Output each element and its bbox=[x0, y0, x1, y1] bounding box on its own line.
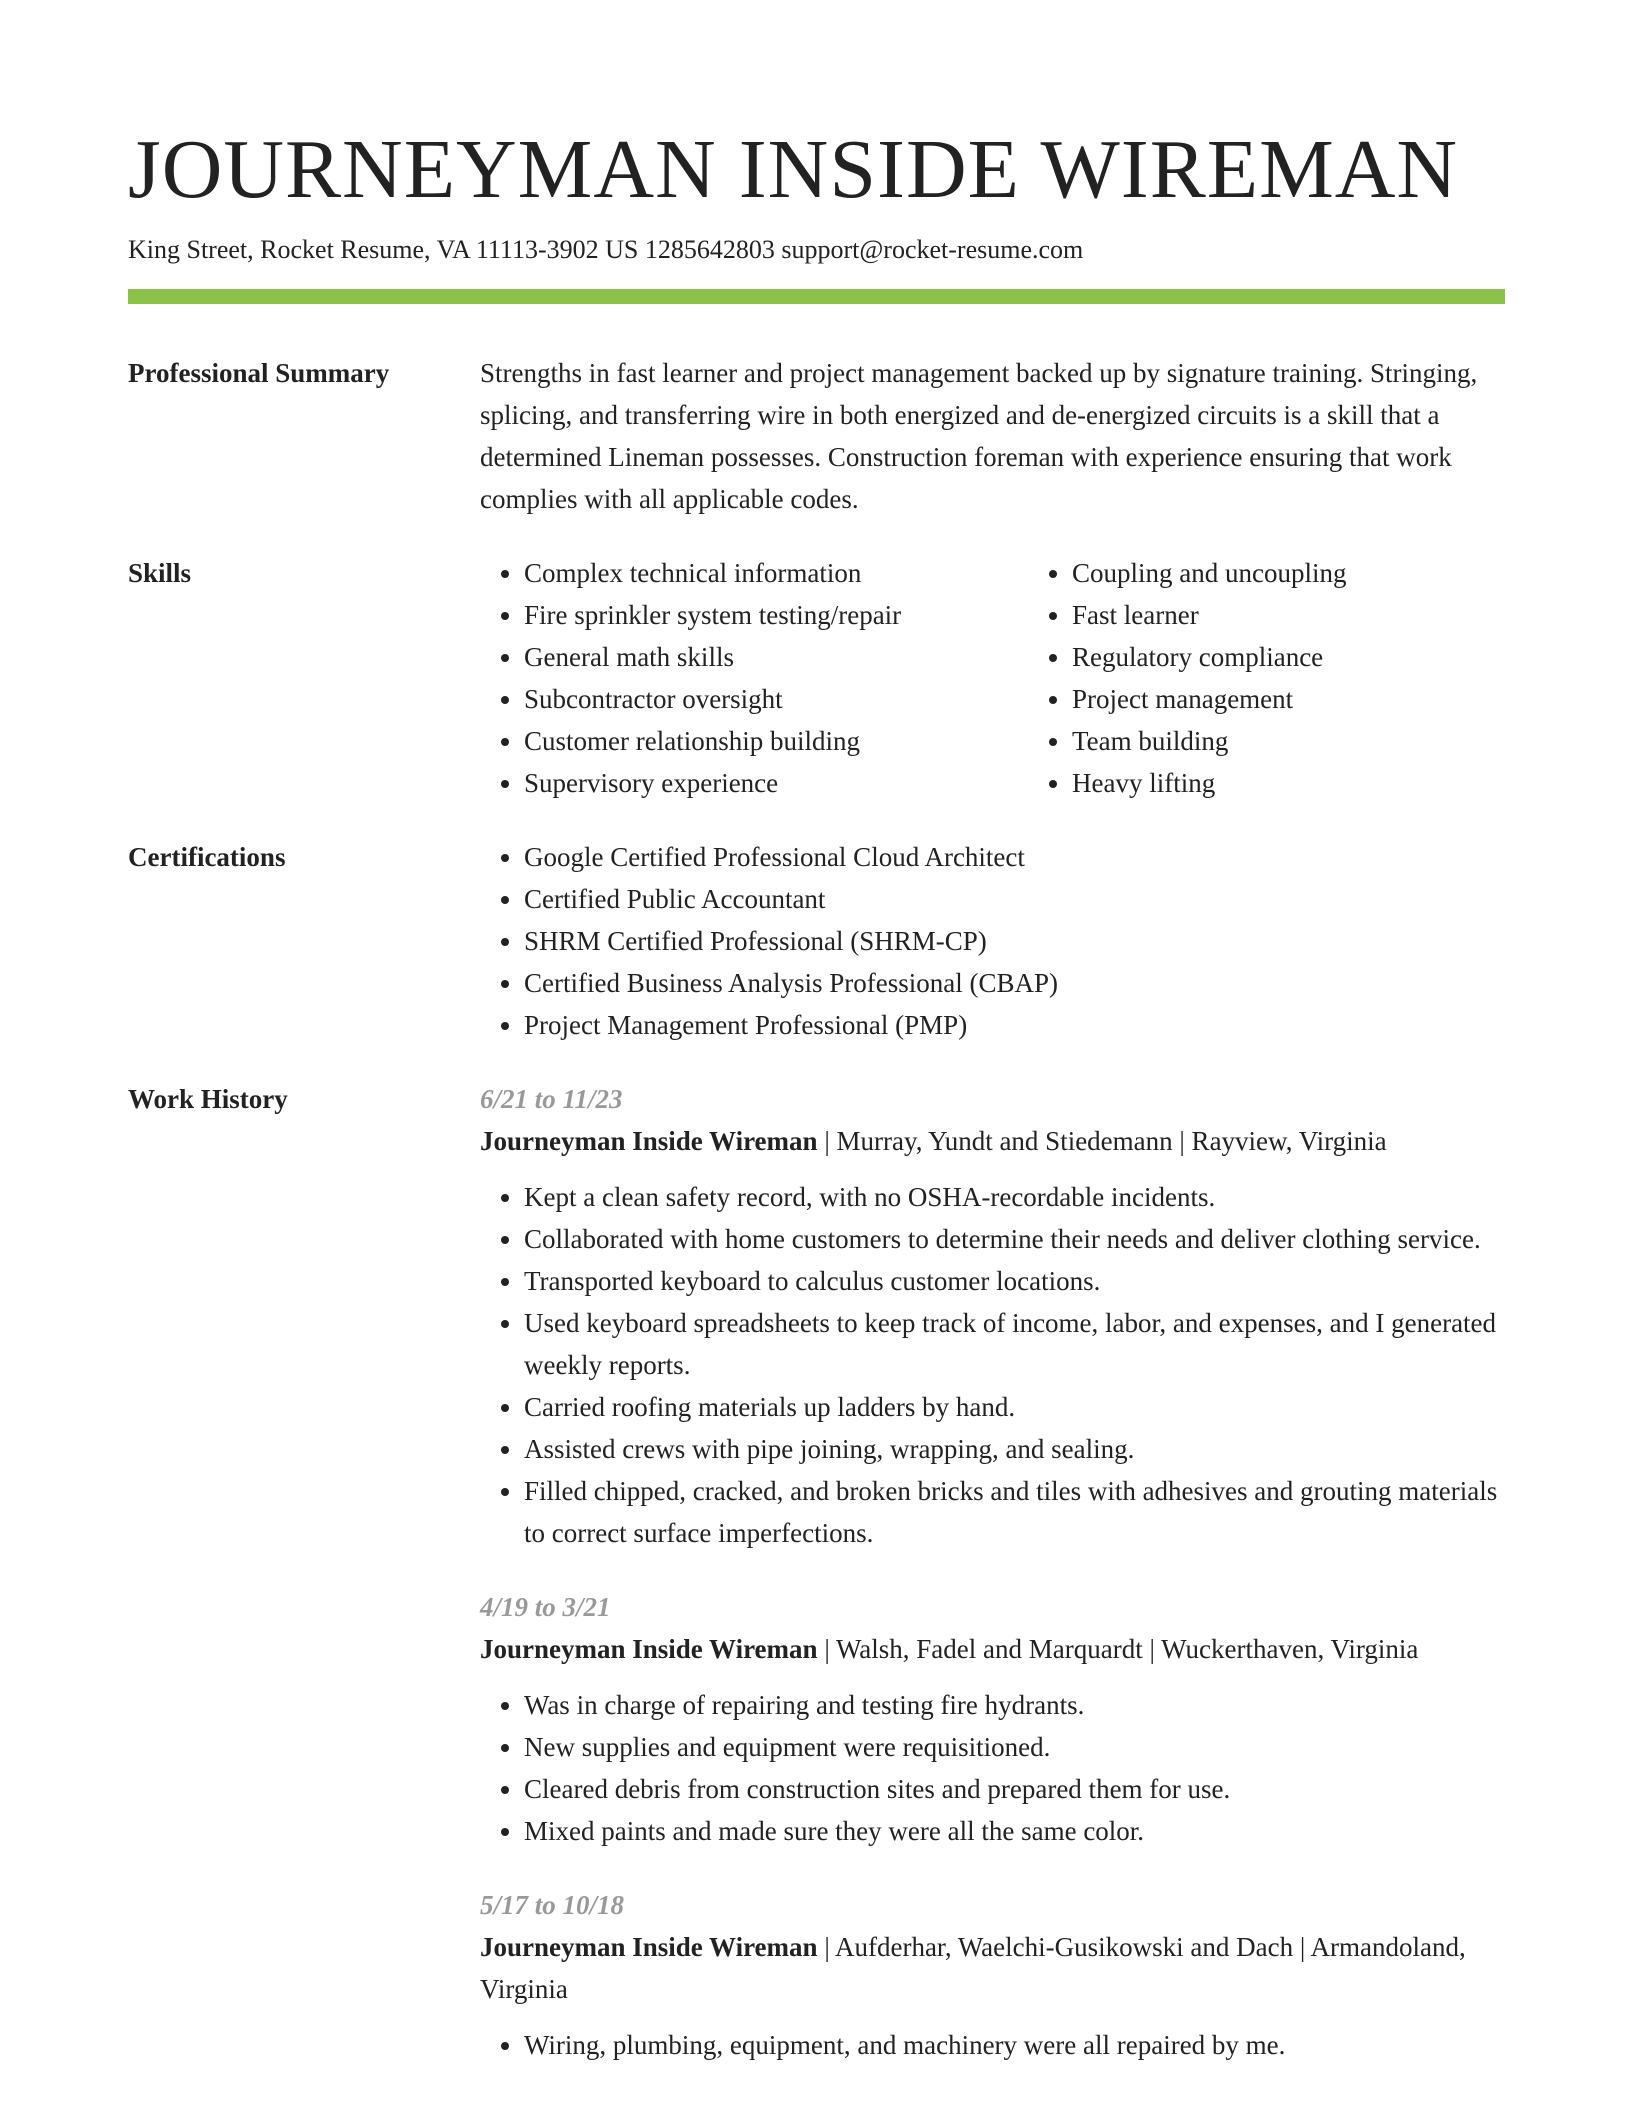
skill-item: • Coupling and uncoupling bbox=[1072, 552, 1576, 594]
job-title: Journeyman Inside Wireman bbox=[480, 1932, 818, 1962]
summary-section bbox=[128, 352, 1505, 520]
skill-item: • Heavy lifting bbox=[1072, 762, 1576, 804]
skill-item: • Subcontractor oversight bbox=[524, 678, 1028, 720]
job-bullet: • Carried roofing materials up ladders by hand. bbox=[524, 1386, 1505, 1428]
job-bullet: • Kept a clean safety record, with no OSHA-recordable incidents. bbox=[524, 1176, 1505, 1218]
certifications-list bbox=[480, 836, 1505, 1046]
certification-item: • Project Management Professional (PMP) bbox=[524, 1004, 1505, 1046]
skill-item: • Complex technical information bbox=[524, 552, 1028, 594]
skill-item: • Fast learner bbox=[1072, 594, 1576, 636]
job-bullets bbox=[480, 2024, 1505, 2066]
section-label-skills: Skills bbox=[128, 558, 192, 588]
section-label-certifications: Certifications bbox=[128, 842, 286, 872]
job-bullet: • Filled chipped, cracked, and broken bricks and tiles with adhesives and grouting materials to correct surface imperfections. bbox=[524, 1470, 1505, 1554]
job-bullet: • Mixed paints and made sure they were all the same color. bbox=[524, 1810, 1505, 1852]
skill-item: • Regulatory compliance bbox=[1072, 636, 1576, 678]
skill-item: • Team building bbox=[1072, 720, 1576, 762]
job-bullet: • Transported keyboard to calculus customer locations. bbox=[524, 1260, 1505, 1302]
skill-item: • Project management bbox=[1072, 678, 1576, 720]
summary-text: Strengths in fast learner and project management backed up by signature training. Stringing, splicing, and transferring wire in both energized and de-energized circuits is a skill that a determined Lineman possesses. Construction foreman with experience ensuring that work complies with all applicable codes. bbox=[480, 358, 1478, 514]
contact-line: King Street, Rocket Resume, VA 11113-3902 US 1285642803 support@rocket-resume.com bbox=[128, 235, 1084, 264]
job-details: | Aufderhar, Waelchi-Gusikowski and Dach | Armandoland, Virginia bbox=[480, 1932, 1466, 2004]
job-bullet: • Cleared debris from construction sites and prepared them for use. bbox=[524, 1768, 1505, 1810]
resume-page bbox=[128, 120, 1505, 2098]
job-title: Journeyman Inside Wireman bbox=[480, 1126, 818, 1156]
skill-item: • Fire sprinkler system testing/repair bbox=[524, 594, 1028, 636]
section-label-work: Work History bbox=[128, 1084, 288, 1114]
skills-section bbox=[128, 552, 1505, 804]
certification-item: • Certified Public Accountant bbox=[524, 878, 1505, 920]
job-details: | Walsh, Fadel and Marquardt | Wuckerthaven, Virginia bbox=[817, 1634, 1419, 1664]
skill-item: • General math skills bbox=[524, 636, 1028, 678]
job-date: 6/21 to 11/23 bbox=[480, 1084, 623, 1114]
job-date: 5/17 to 10/18 bbox=[480, 1890, 625, 1920]
accent-divider bbox=[128, 289, 1505, 304]
resume-name: JOURNEYMAN INSIDE WIREMAN bbox=[128, 123, 1459, 216]
skills-list-right bbox=[1028, 552, 1576, 804]
section-label-summary: Professional Summary bbox=[128, 358, 390, 388]
job-bullets bbox=[480, 1176, 1505, 1554]
certification-item: • SHRM Certified Professional (SHRM-CP) bbox=[524, 920, 1505, 962]
job-bullet: • Collaborated with home customers to determine their needs and deliver clothing service. bbox=[524, 1218, 1505, 1260]
job-details: | Murray, Yundt and Stiedemann | Rayview, Virginia bbox=[817, 1126, 1387, 1156]
certification-item: • Certified Business Analysis Professional (CBAP) bbox=[524, 962, 1505, 1004]
certifications-section bbox=[128, 836, 1505, 1046]
job-entry bbox=[480, 1884, 1505, 2066]
skill-item: • Customer relationship building bbox=[524, 720, 1028, 762]
certification-item: • Google Certified Professional Cloud Architect bbox=[524, 836, 1505, 878]
job-heading bbox=[480, 1628, 1505, 1670]
job-date: 4/19 to 3/21 bbox=[480, 1592, 611, 1622]
job-title: Journeyman Inside Wireman bbox=[480, 1634, 818, 1664]
job-entry bbox=[480, 1078, 1505, 1554]
skills-list-left bbox=[480, 552, 1028, 804]
job-bullet: • New supplies and equipment were requisitioned. bbox=[524, 1726, 1505, 1768]
job-bullet: • Used keyboard spreadsheets to keep track of income, labor, and expenses, and I generated weekly reports. bbox=[524, 1302, 1505, 1386]
skill-item: • Supervisory experience bbox=[524, 762, 1028, 804]
job-heading bbox=[480, 1120, 1505, 1162]
job-entry bbox=[480, 1586, 1505, 1852]
job-bullets bbox=[480, 1684, 1505, 1852]
job-heading bbox=[480, 1926, 1505, 2010]
work-history-section bbox=[128, 1078, 1505, 2098]
job-bullet: • Was in charge of repairing and testing fire hydrants. bbox=[524, 1684, 1505, 1726]
job-bullet: • Wiring, plumbing, equipment, and machinery were all repaired by me. bbox=[524, 2024, 1505, 2066]
job-bullet: • Assisted crews with pipe joining, wrapping, and sealing. bbox=[524, 1428, 1505, 1470]
